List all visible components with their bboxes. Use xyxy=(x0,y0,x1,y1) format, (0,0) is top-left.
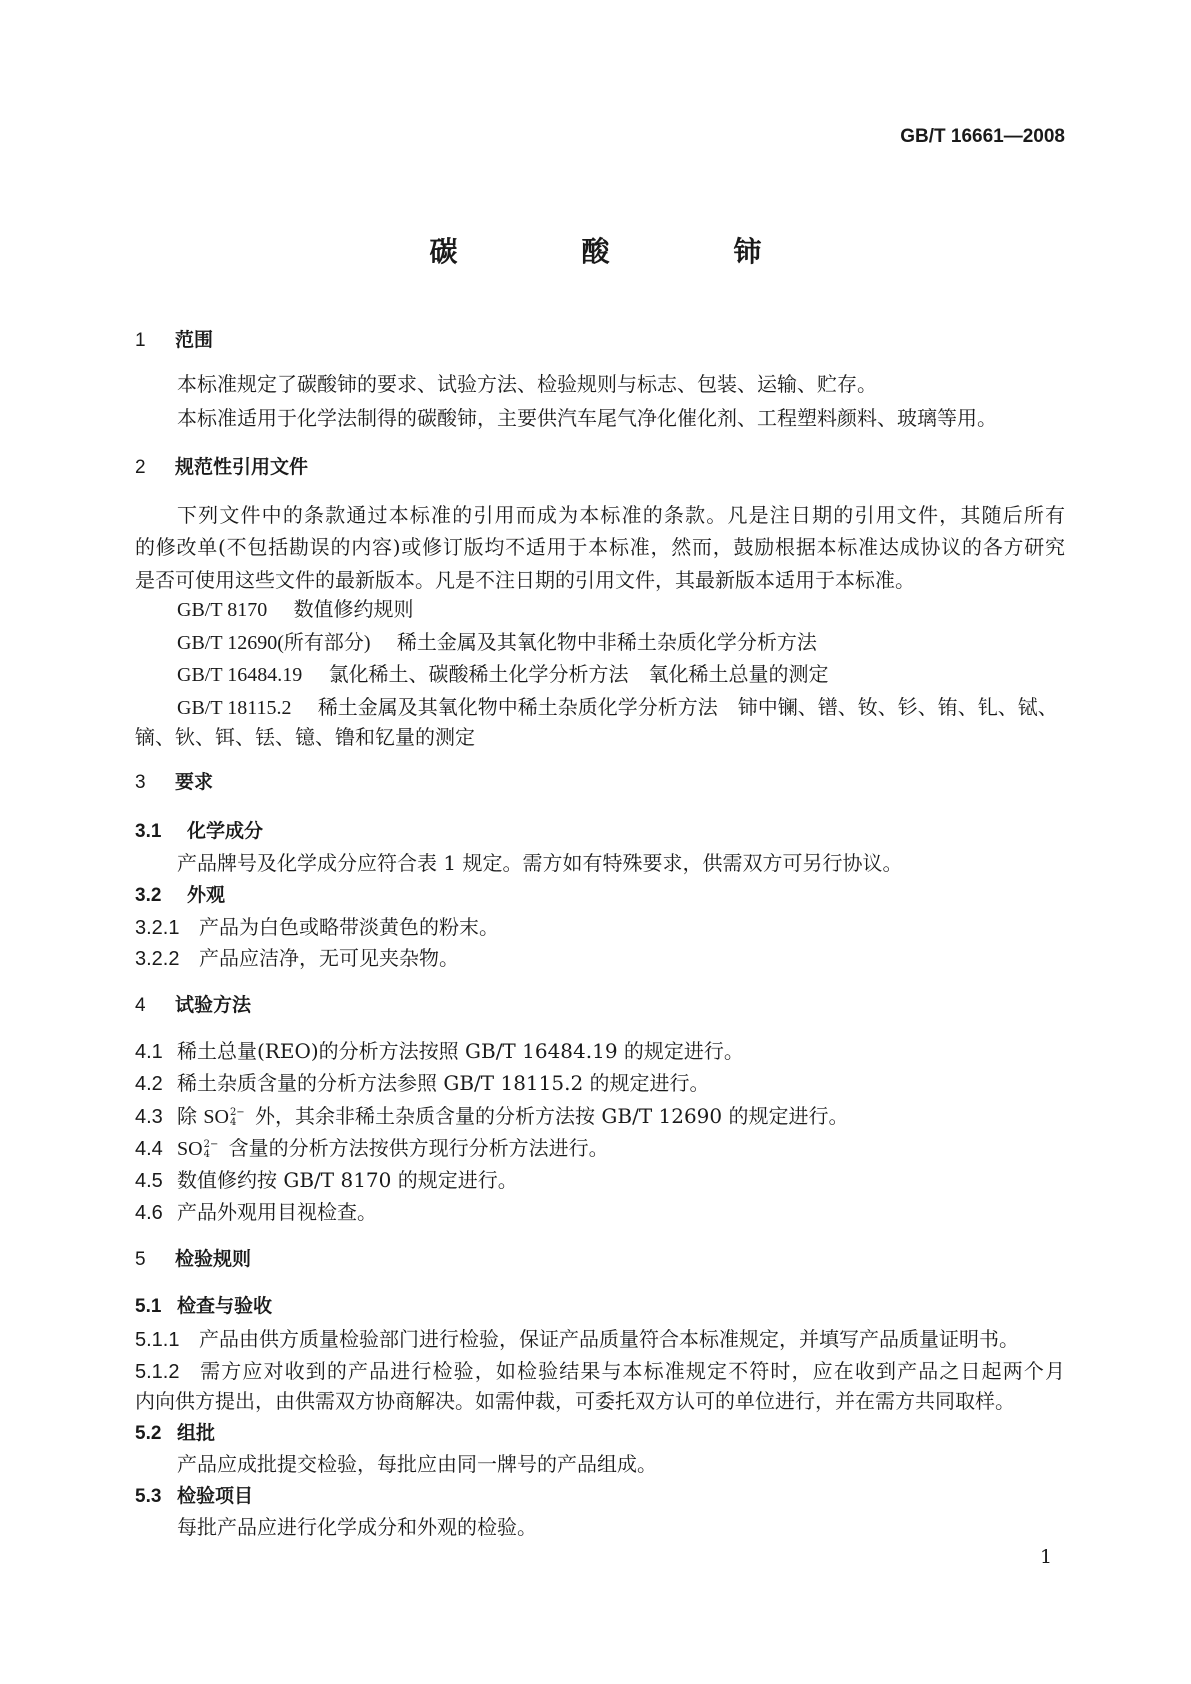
section-4-item: 4.4 SO 2− 4 含量的分析方法按供方现行分析方法进行。 xyxy=(135,1136,609,1160)
section-3-heading: 3 要求 xyxy=(135,771,214,793)
section-3-1-heading: 3.1 化学成分 xyxy=(135,820,264,842)
section-3-2-1: 3.2.1 产品为白色或略带淡黄色的粉末。 xyxy=(135,915,499,939)
section-4-heading: 4 试验方法 xyxy=(135,994,252,1016)
standard-number: GB/T 16661—2008 xyxy=(900,126,1065,147)
section-1-heading: 1 范围 xyxy=(135,329,214,351)
section-2-paragraph-line: 的修改单(不包括勘误的内容)或修订版均不适用于本标准，然而，鼓励根据本标准达成协议的各方研究 xyxy=(135,535,1065,559)
section-2-paragraph-line: 是否可使用这些文件的最新版本。凡是不注日期的引用文件，其最新版本适用于本标准。 xyxy=(135,568,915,592)
section-4-item: 4.3 除 SO 2− 4 外，其余非稀土杂质含量的分析方法按 GB/T 12690 的规定进行。 xyxy=(135,1104,849,1128)
section-5-heading: 5 检验规则 xyxy=(135,1248,252,1270)
section-3-2-2: 3.2.2 产品应洁净，无可见夹杂物。 xyxy=(135,946,459,970)
sulfate-formula: SO 2− 4 xyxy=(177,1138,219,1160)
reference-item: GB/T 8170 数值修约规则 xyxy=(177,597,414,621)
section-5-3-heading: 5.3 检验项目 xyxy=(135,1485,254,1507)
section-5-1-2: 5.1.2 需方应对收到的产品进行检验，如检验结果与本标准规定不符时，应在收到产品之日起两个月 xyxy=(135,1359,1065,1383)
section-2-paragraph-line: 下列文件中的条款通过本标准的引用而成为本标准的条款。凡是注日期的引用文件，其随后所有 xyxy=(177,503,1065,527)
section-5-3-text: 每批产品应进行化学成分和外观的检验。 xyxy=(177,1515,537,1539)
section-5-1-1: 5.1.1 产品由供方质量检验部门进行检验，保证产品质量符合本标准规定，并填写产品质量证明书。 xyxy=(135,1327,1019,1351)
section-5-2-heading: 5.2 组批 xyxy=(135,1422,216,1444)
section-5-1-heading: 5.1 检查与验收 xyxy=(135,1295,273,1317)
reference-item: GB/T 18115.2 稀土金属及其氧化物中稀土杂质化学分析方法 铈中镧、镨、钕、钐、铕、钆、铽、 xyxy=(177,695,1058,719)
section-3-1-text: 产品牌号及化学成分应符合表 1 规定。需方如有特殊要求，供需双方可另行协议。 xyxy=(177,851,903,875)
reference-item-continuation: 镝、钬、铒、铥、镱、镥和钇量的测定 xyxy=(135,725,475,749)
section-3-2-heading: 3.2 外观 xyxy=(135,884,226,906)
reference-item: GB/T 16484.19 氯化稀土、碳酸稀土化学分析方法 氧化稀土总量的测定 xyxy=(177,662,829,686)
page-number: 1 xyxy=(1040,1546,1053,1568)
sulfate-formula: SO 2− 4 xyxy=(203,1106,245,1128)
reference-item: GB/T 12690(所有部分) 稀土金属及其氧化物中非稀土杂质化学分析方法 xyxy=(177,630,817,654)
section-4-item: 4.6 产品外观用目视检查。 xyxy=(135,1200,377,1224)
section-1-paragraph: 本标准规定了碳酸铈的要求、试验方法、检验规则与标志、包装、运输、贮存。 xyxy=(177,372,877,396)
section-4-item: 4.5 数值修约按 GB/T 8170 的规定进行。 xyxy=(135,1168,518,1192)
section-5-1-2-continuation: 内向供方提出，由供需双方协商解决。如需仲裁，可委托双方认可的单位进行，并在需方共同取样。 xyxy=(135,1389,1015,1413)
section-4-item: 4.2 稀土杂质含量的分析方法参照 GB/T 18115.2 的规定进行。 xyxy=(135,1071,710,1095)
section-4-item: 4.1 稀土总量(REO)的分析方法按照 GB/T 16484.19 的规定进行。 xyxy=(135,1039,744,1063)
section-5-2-text: 产品应成批提交检验，每批应由同一牌号的产品组成。 xyxy=(177,1452,657,1476)
section-2-heading: 2 规范性引用文件 xyxy=(135,456,309,478)
document-title: 碳 酸 铈 xyxy=(429,235,810,268)
section-1-paragraph: 本标准适用于化学法制得的碳酸铈，主要供汽车尾气净化催化剂、工程塑料颜料、玻璃等用。 xyxy=(177,406,997,430)
